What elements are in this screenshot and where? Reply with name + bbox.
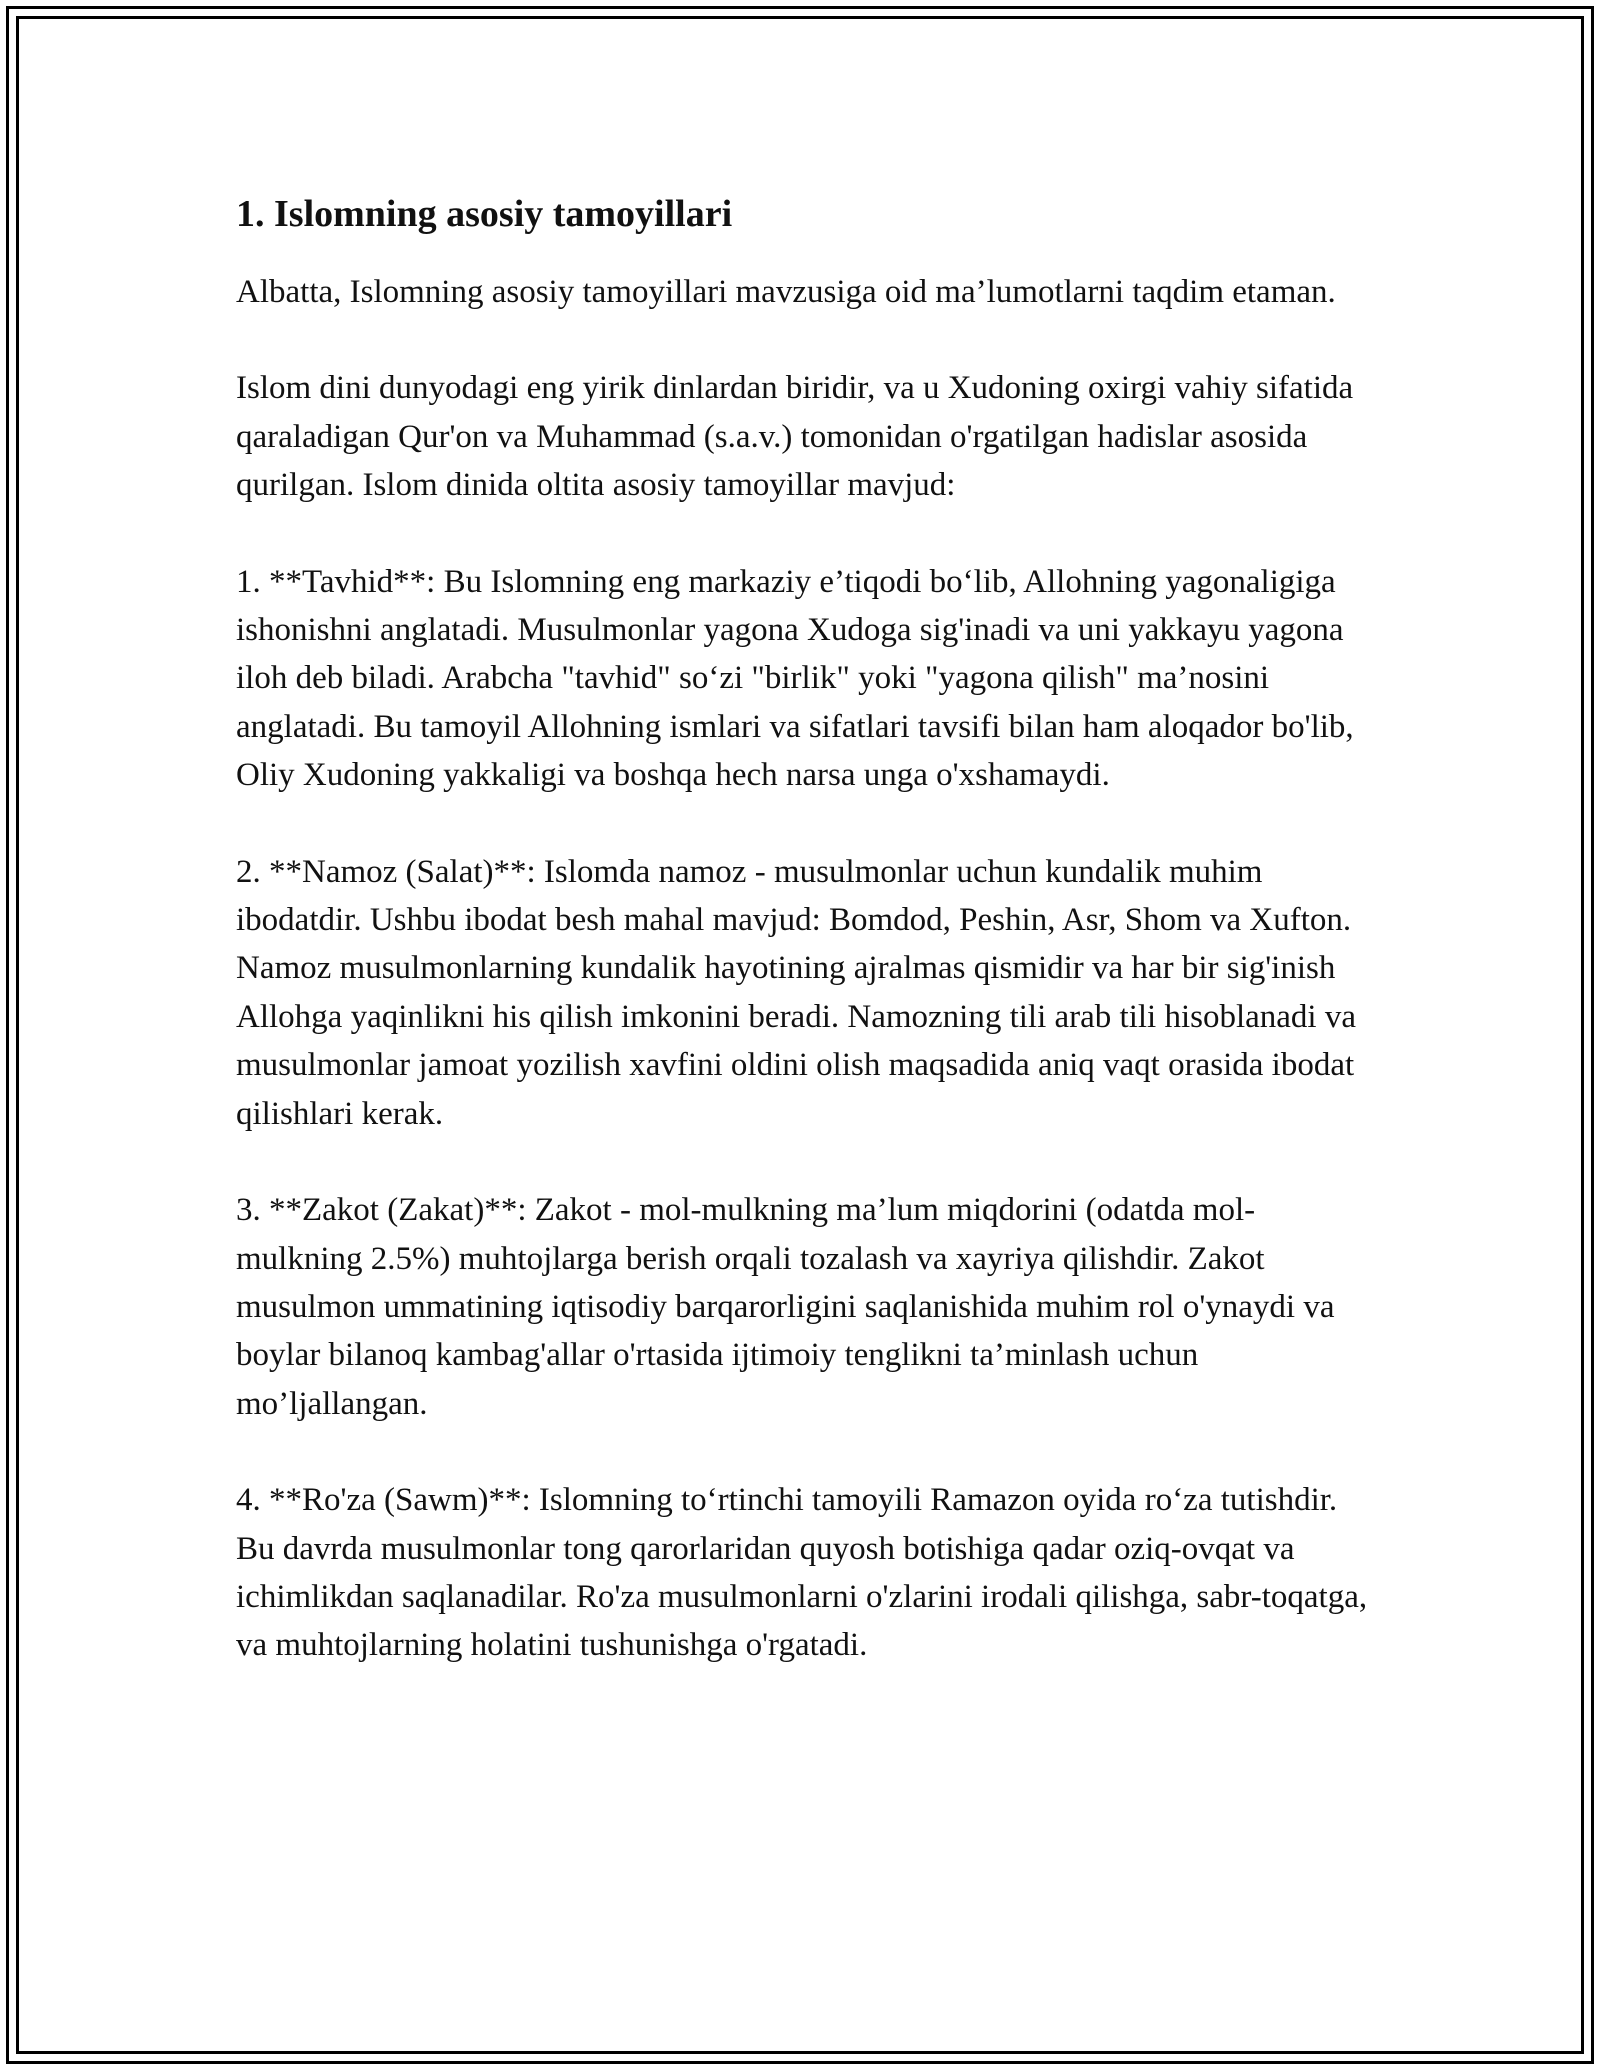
document-body: [236, 188, 1376, 1718]
paragraph-roza: 4. **Ro'za (Sawm)**: Islomning to‘rtinchi tamoyili Ramazon oyida ro‘za tutishdir. Bu davrda musulmonlar tong qarorlaridan quyosh botishiga qadar oziq-ovqat va ichimlikdan saqlanadilar. Ro'za musulmonlarni o'zlarini irodali qilishga, sabr-toqatga, va muhtojlarning holatini tushunishga o'rgatadi.: [236, 1482, 1368, 1664]
paragraph-intro: Albatta, Islomning asosiy tamoyillari mavzusiga oid ma’lumotlarni taqdim etaman.: [236, 274, 1336, 310]
paragraph-overview: Islom dini dunyodagi eng yirik dinlardan biridir, va u Xudoning oxirgi vahiy sifatida qaraladigan Qur'on va Muhammad (s.a.v.) tomonidan o'rgatilgan hadislar asosida qurilgan. Islom dinida oltita asosiy tamoyillar mavjud:: [236, 370, 1354, 504]
paragraph-tavhid: 1. **Tavhid**: Bu Islomning eng markaziy e’tiqodi bo‘lib, Allohning yagonaligiga ishonishni anglatadi. Musulmonlar yagona Xudoga sig'inadi va uni yakkayu yagona iloh deb biladi. Arabcha "tavhid" so‘zi "birlik" yoki "yagona qilish" ma’nosini anglatadi. Bu tamoyil Allohning ismlari va sifatlari tavsifi bilan ham aloqador bo'lib, Oliy Xudoning yakkaligi va boshqa hech narsa unga o'xshamaydi.: [236, 563, 1354, 794]
paragraph-namoz: 2. **Namoz (Salat)**: Islomda namoz - musulmonlar uchun kundalik muhim ibodatdir. Ushbu ibodat besh mahal mavjud: Bomdod, Peshin, Asr, Shom va Xufton. Namoz musulmonlarning kundalik hayotining ajralmas qismidir va har bir sig'inish Allohga yaqinlikni his qilish imkonini beradi. Namozning tili arab tili hisoblanadi va musulmonlar jamoat yozilish xavfini oldini olish maqsadida aniq vaqt orasida ibodat qilishlari kerak.: [236, 853, 1357, 1132]
document-title: 1. Islomning asosiy tamoyillari: [236, 193, 733, 235]
paragraph-zakot: 3. **Zakot (Zakat)**: Zakot - mol-mulkning ma’lum miqdorini (odatda mol-mulkning 2.5%) muhtojlarga berish orqali tozalash va xayriya qilishdir. Zakot musulmon ummatining iqtisodiy barqarorligini saqlanishida muhim rol o'ynaydi va boylar bilanoq kambag'allar o'rtasida ijtimoiy tenglikni ta’minlash uchun mo’ljallangan.: [236, 1192, 1335, 1422]
